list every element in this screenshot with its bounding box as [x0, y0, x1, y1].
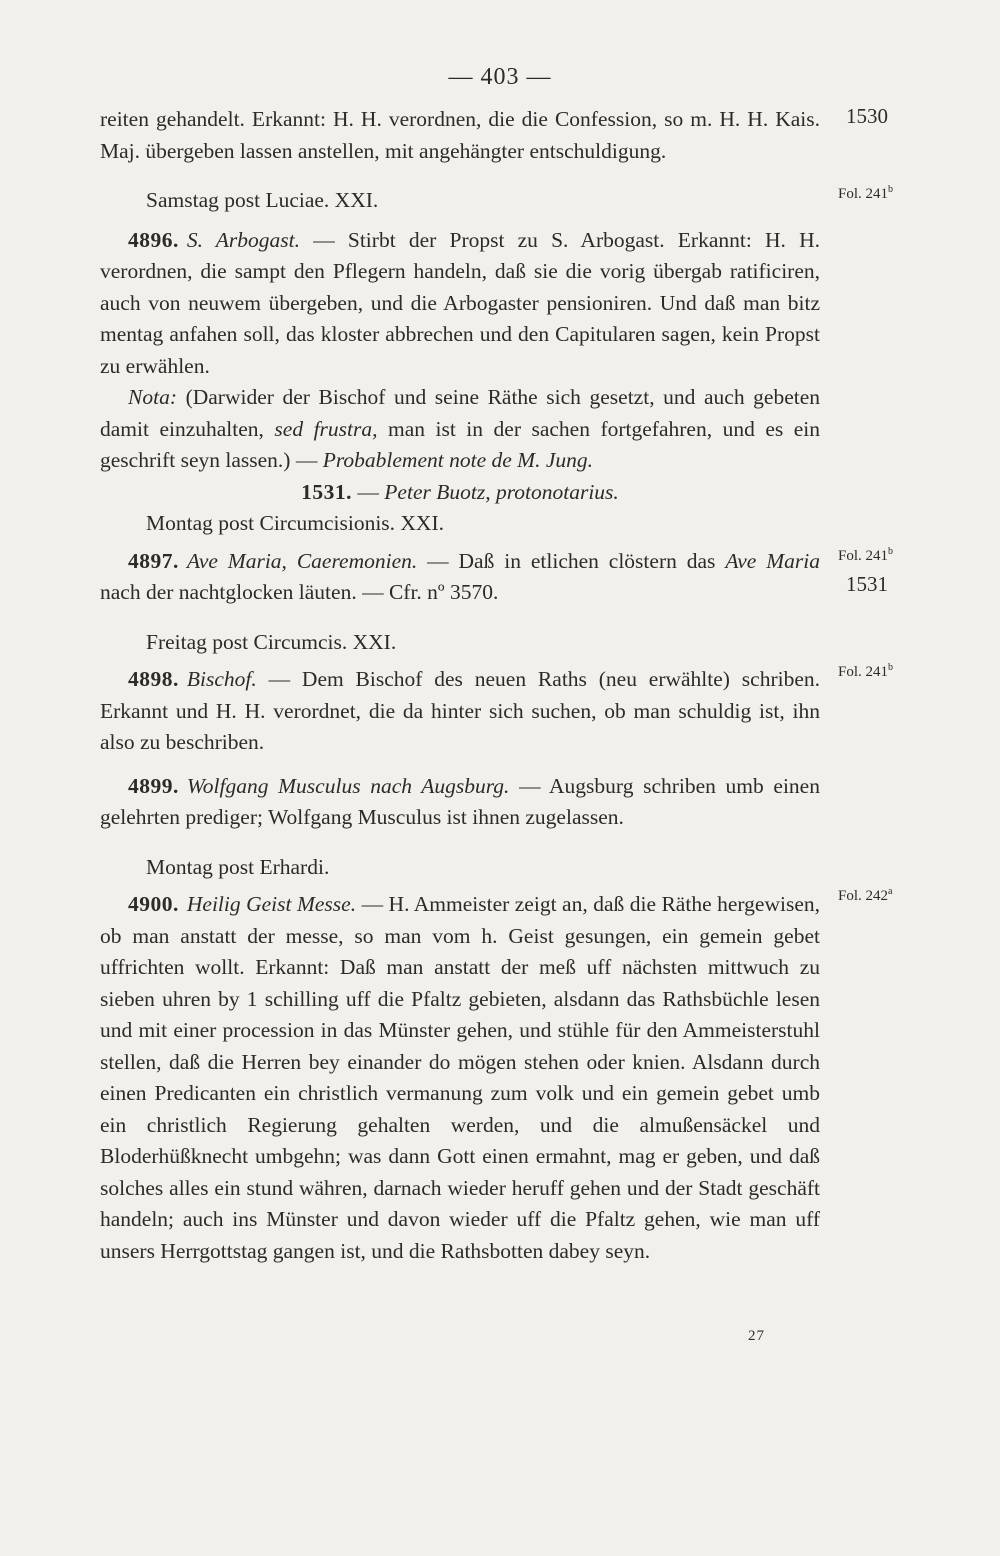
entry-text: — H. Ammeister zeigt an, daß die Räthe hergewisen, ob man anstatt der messe, so man vom h. Geist gesungen, ein gemein gebet uffrichten wollt. Erkannt: Daß man anstatt der meß uff nächsten mittwuch zu sieben uhren by 1 schilling uff die Pfaltz gebieten, alsdann das Rathsbüchle lesen und mit einer procession in das Münster gehen, und stühle für den Ammeisterstuhl stellen, daß die Herren bey einander do mögen stehen oder knien. Alsdann durch einen Predicanten ein christlich vermanung zum volk und ein gemein gebet umb ein christlich Regierung gehalten werden, und die almußensäckel und Bloderhüßknecht umbgehn; was dann Gott einen ermahnt, mag er geben, und daß solches alles ein stund währen, darnach wieder heruff gehen und der Stadt geschäft handeln; auch ins Münster und davon wieder uff die Pfaltz gehen, wie man uff unsers Herrgottstag gangen ist, und die Rathsbotten dabey seyn.	[100, 892, 820, 1263]
spacer	[100, 759, 820, 771]
entry-number: 4898.	[128, 667, 179, 691]
nota-text-2: man ist in der sachen fortgefahren, und es ein geschrift seyn lassen.) —	[100, 416, 820, 472]
folio-sup: a	[888, 886, 893, 897]
folio-text: Fol. 241	[838, 548, 889, 564]
paragraph-continuation: reiten gehandelt. Erkannt: H. H. verordnen, die die Confession, so m. H. H. Kais. Maj. übergeben lassen anstellen, mit angehängter entschuldigung.	[100, 107, 820, 163]
year-heading-dash: —	[352, 479, 385, 504]
entry-title: Ave Maria, Caeremonien.	[186, 548, 418, 573]
entry-title: S. Arbogast.	[186, 227, 301, 252]
nota-italic-1: sed frustra,	[274, 416, 378, 441]
folio-text: Fol. 241	[838, 664, 889, 680]
entry-4900	[100, 889, 820, 1267]
folio-sup: b	[888, 184, 894, 195]
folio-sup: b	[888, 546, 894, 557]
spacer	[100, 609, 820, 627]
date-line: Freitag post Circumcis. XXI.	[146, 629, 397, 654]
entry-4896	[100, 225, 820, 383]
nota-paragraph	[100, 382, 820, 477]
folio-sup: b	[888, 662, 894, 673]
margin-folio-ref	[838, 662, 893, 681]
entry-number: 4900.	[128, 892, 179, 916]
entry-4897	[100, 546, 820, 609]
year-heading	[100, 477, 820, 509]
date-line: Samstag post Luciae. XXI.	[146, 188, 379, 212]
entry-4898	[100, 664, 820, 759]
entry-title: Bischof.	[186, 667, 257, 691]
page-number: — 403 —	[448, 64, 552, 90]
entry-text-1: — Daß in etlichen clöstern das	[417, 548, 726, 573]
nota-italic-2: Probablement note de M. Jung.	[322, 448, 593, 472]
entry-title: Wolfgang Musculus nach Augsburg.	[186, 773, 510, 798]
entry-number: 4897.	[128, 548, 179, 573]
spacer	[100, 217, 820, 225]
entry-text-2: nach der nachtglocken läuten. — Cfr. nº 3570.	[100, 580, 499, 604]
spacer	[100, 834, 820, 852]
folio-text: Fol. 242	[838, 888, 889, 904]
entry-number: 4899.	[128, 773, 179, 798]
page-body	[100, 104, 820, 1267]
nota-text-1: (Darwider der Bischof und seine Räthe sich gesetzt, und auch gebeten damit einzuhalten,	[100, 385, 820, 441]
entry-4899	[100, 771, 820, 834]
entry-text: — Dem Bischof des neuen Raths (neu erwählte) schriben. Erkannt und H. H. verordnet, die da hinter sich suchen, ob man schuldig ist, ihn also zu beschriben.	[100, 667, 820, 754]
margin-year-1531: 1531	[846, 572, 888, 596]
spacer	[100, 167, 820, 185]
entry-italic: Ave Maria	[725, 548, 820, 573]
nota-label: Nota:	[128, 385, 177, 409]
margin-folio-ref	[838, 886, 892, 905]
year-heading-year: 1531.	[301, 479, 353, 504]
signature-mark: 27	[748, 1328, 765, 1344]
margin-folio-ref	[838, 546, 893, 565]
folio-text: Fol. 241	[838, 186, 889, 202]
entry-text: — Stirbt der Propst zu S. Arbogast. Erkannt: H. H. verordnen, die sampt den Pflegern handeln, daß sie die vorig übergab ratificiren, auch von neuwem übergeben, und die Arbogaster pensioniren. Und daß man bitz mentag anfahen soll, das kloster abbrechen und den Capitularen sagen, kein Propst zu erwählen.	[100, 227, 820, 378]
year-heading-name: Peter Buotz, protonotarius.	[384, 479, 619, 504]
date-line: Montag post Erhardi.	[146, 854, 330, 879]
margin-year-1530: 1530	[846, 104, 888, 128]
entry-number: 4896.	[128, 227, 179, 252]
margin-folio-ref	[838, 184, 893, 203]
entry-title: Heilig Geist Messe.	[186, 892, 357, 916]
entry-text: — Augsburg schriben umb einen gelehrten prediger; Wolfgang Musculus ist ihnen zugelassen.	[100, 773, 820, 829]
date-line: Montag post Circumcisionis. XXI.	[146, 511, 444, 535]
